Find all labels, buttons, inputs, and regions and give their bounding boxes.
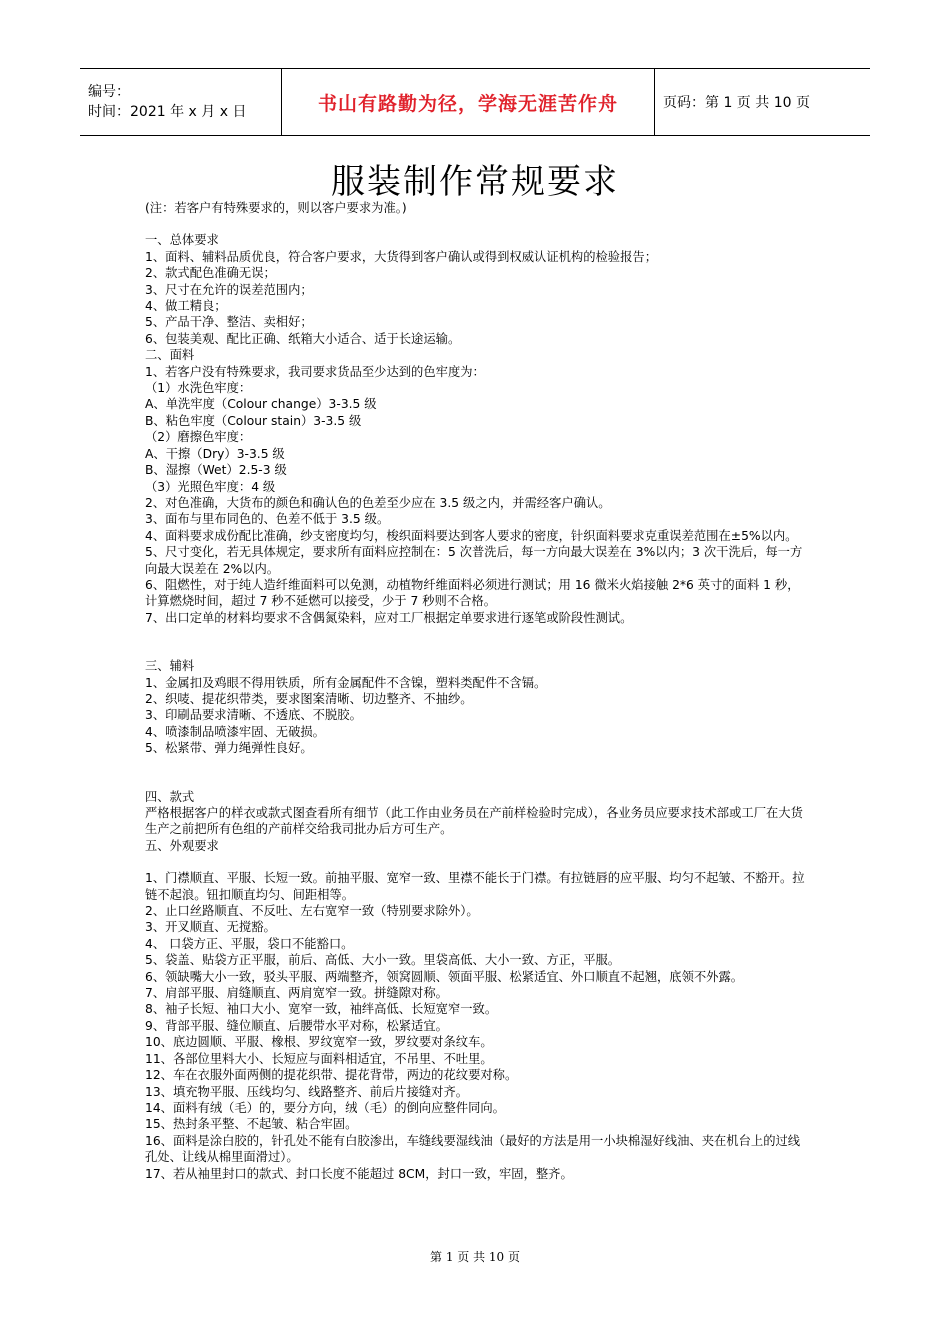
body-line: 10、底边圆顺、平服、橡根、罗纹宽窄一致，罗纹要对条纹车。 <box>145 1035 493 1050</box>
body-line: 7、肩部平服、肩缝顺直、两肩宽窄一致。拼缝隙对称。 <box>145 986 448 1001</box>
header-page-label: 页码：第 1 页 共 10 页 <box>663 95 810 111</box>
body-line <box>145 642 810 658</box>
body-line: 7、出口定单的材料均要求不含偶氮染料，应对工厂根据定单要求进行逐笔或阶段性测试。 <box>145 610 633 625</box>
body-line <box>145 757 810 773</box>
body-line: 3、尺寸在允许的误差范围内； <box>145 282 313 297</box>
body-line: 16、面料是涂白胶的，针孔处不能有白胶渗出，车缝线要湿线油（最好的方法是用一小块棉湿好线油、夹在机台上的过线孔处、让线从棉里面滑过）。 <box>145 1133 801 1165</box>
header-page-cell <box>655 69 871 136</box>
body-line: 五、外观要求 <box>145 838 219 853</box>
header-motto: 书山有路勤为径，学海无涯苦作舟 <box>317 92 618 115</box>
document-date-label: 时间：2021 年 x 月 x 日 <box>88 104 247 120</box>
body-line: (注：若客户有特殊要求的，则以客户要求为准。) <box>145 201 407 215</box>
body-line: 1、金属扣及鸡眼不得用铁质，所有金属配件不含镍，塑料类配件不含镉。 <box>145 675 547 690</box>
body-line: 11、各部位里料大小、长短应与面料相适宜，不吊里、不吐里。 <box>145 1051 493 1066</box>
body-line: 2、款式配色准确无误； <box>145 266 276 281</box>
body-line: 4、面料要求成份配比准确，纱支密度均匀，梭织面料要达到客人要求的密度，针织面料要求克重误差范围在±5%以内。 <box>145 528 798 543</box>
body-line: 5、尺寸变化，若无具体规定，要求所有面料应控制在：5 次普洗后，每一方向最大误差在 3%以内；3 次干洗后，每一方向最大误差在 2%以内。 <box>145 545 803 576</box>
body-line: 5、袋盖、贴袋方正平服，前后、高低、大小一致。里袋高低、大小一致、方正，平服。 <box>145 953 621 968</box>
document-number-label: 编号： <box>88 84 130 100</box>
body-line: A、干擦（Dry）3-3.5 级 <box>145 446 285 461</box>
body-line: （3）光照色牢度：4 级 <box>145 479 276 494</box>
body-line <box>145 854 810 870</box>
body-line: 5、松紧带、弹力绳弹性良好。 <box>145 741 313 756</box>
body-line: B、粘色牢度（Colour stain）3-3.5 级 <box>145 413 362 428</box>
body-line: 1、面料、辅料品质优良，符合客户要求，大货得到客户确认或得到权威认证机构的检验报告； <box>145 249 657 264</box>
header-motto-cell <box>282 69 655 136</box>
body-line: （1）水洗色牢度： <box>145 381 252 396</box>
body-line: 5、产品干净、整洁、卖相好； <box>145 315 313 330</box>
body-line <box>145 216 810 232</box>
body-line: A、单洗牢度（Colour change）3-3.5 级 <box>145 397 377 412</box>
page-footer: 第 1 页 共 10 页 <box>430 1250 520 1264</box>
body-line: 13、填充物平服、压线均匀、线路整齐、前后片接缝对齐。 <box>145 1084 469 1099</box>
body-line: 9、背部平服、缝位顺直、后腰带水平对称，松紧适宜。 <box>145 1018 448 1033</box>
body-line: 四、款式 <box>145 789 195 804</box>
document-body <box>145 200 810 1182</box>
body-line: 三、辅料 <box>145 659 195 674</box>
body-line: 8、袖子长短、袖口大小、宽窄一致，袖绊高低、长短宽窄一致。 <box>145 1002 498 1017</box>
body-line: B、湿擦（Wet）2.5-3 级 <box>145 463 287 478</box>
body-line: 17、若从袖里封口的款式、封口长度不能超过 8CM，封口一致，牢固，整齐。 <box>145 1166 573 1181</box>
body-line: 15、热封条平整、不起皱、粘合牢固。 <box>145 1117 358 1132</box>
body-line: 4、 口袋方正、平服，袋口不能豁口。 <box>145 936 354 951</box>
body-line: 3、开叉顺直、无搅豁。 <box>145 920 276 935</box>
body-line: 12、车在衣服外面两侧的提花织带、提花背带，两边的花纹要对称。 <box>145 1068 518 1083</box>
body-line: 6、领缺嘴大小一致，驳头平服、两端整齐，领窝圆顺、领面平服、松紧适宜、外口顺直不起翘，底领不外露。 <box>145 969 744 984</box>
document-title: 服装制作常规要求 <box>331 162 619 202</box>
body-line: 一、总体要求 <box>145 233 219 248</box>
body-line: 2、对色准确，大货布的颜色和确认色的色差至少应在 3.5 级之内，并需经客户确认。 <box>145 495 611 510</box>
body-line <box>145 773 810 789</box>
body-line: 严格根据客户的样衣或款式图查看所有细节（此工作由业务员在产前样检验时完成），各业务员应要求技术部或工厂在大货生产之前把所有色组的产前样交给我司批办后方可生产。 <box>145 806 803 837</box>
body-line: 2、止口丝路顺直、不反吐、左右宽窄一致（特别要求除外）。 <box>145 904 479 919</box>
document-header <box>80 68 870 136</box>
body-line: 14、面料有绒（毛）的，要分方向，绒（毛）的倒向应整件同向。 <box>145 1100 505 1115</box>
body-line: （2）磨擦色牢度： <box>145 430 252 445</box>
body-line: 二、面料 <box>145 348 195 363</box>
body-line: 3、面布与里布同色的、色差不低于 3.5 级。 <box>145 512 390 527</box>
body-line: 6、阻燃性，对于纯人造纤维面料可以免测，动植物纤维面料必须进行测试；用 16 微米火焰接触 2*6 英寸的面料 1 秒，计算燃烧时间，超过 7 秒不延燃可以接受，少于 7 秒则不合格。 <box>145 577 800 609</box>
body-line: 3、印刷品要求清晰、不透底、不脱胶。 <box>145 708 362 723</box>
body-line: 2、织唛、提花织带类，要求图案清晰、切边整齐、不抽纱。 <box>145 691 473 706</box>
body-line: 4、做工精良； <box>145 299 227 314</box>
body-line: 6、包装美观、配比正确、纸箱大小适合、适于长途运输。 <box>145 331 461 346</box>
body-line: 1、门襟顺直、平服、长短一致。前抽平服、宽窄一致、里襟不能长于门襟。有拉链唇的应平服、均匀不起皱、不豁开。拉链不起浪。钮扣顺直均匀、间距相等。 <box>145 871 805 902</box>
body-line <box>145 626 810 642</box>
body-line: 4、喷漆制品喷漆牢固、无破损。 <box>145 724 325 739</box>
header-meta-cell <box>80 69 282 136</box>
body-line: 1、若客户没有特殊要求，我司要求货品至少达到的色牢度为： <box>145 364 485 379</box>
